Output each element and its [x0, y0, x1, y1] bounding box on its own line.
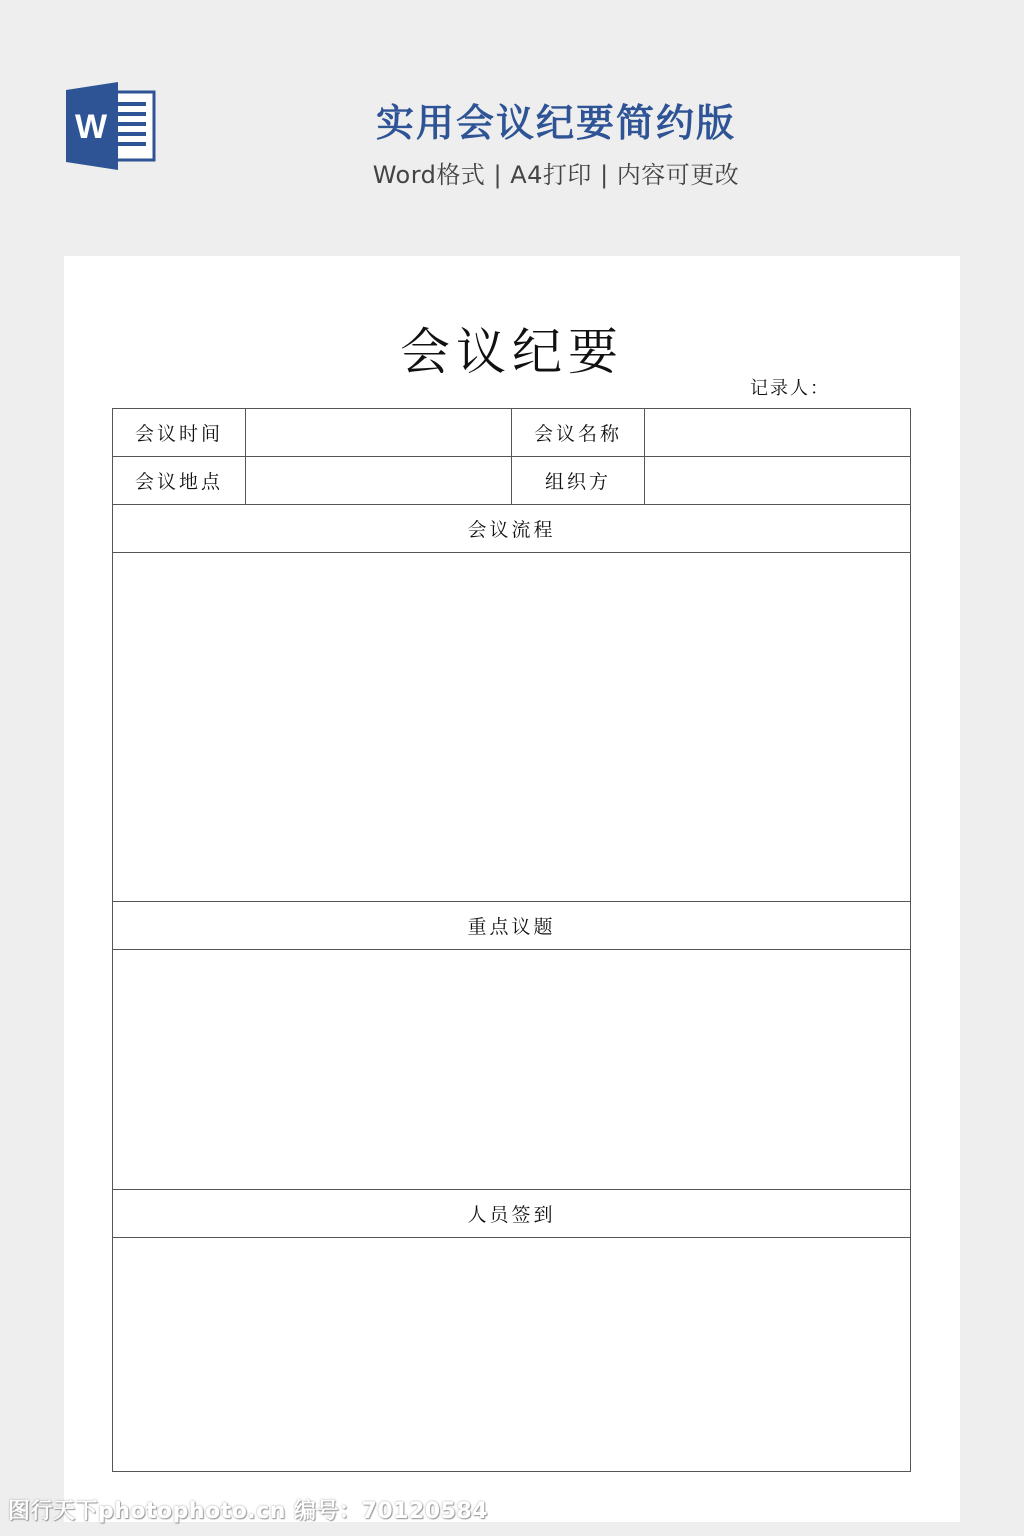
attendance-section-header: 人员签到	[113, 1190, 911, 1238]
meeting-minutes-form	[112, 408, 911, 1472]
banner-title: 实用会议纪要简约版	[375, 101, 736, 145]
process-content-area[interactable]	[113, 553, 911, 902]
topics-section-header: 重点议题	[113, 902, 911, 950]
attendance-content-area[interactable]	[113, 1238, 911, 1472]
word-document-icon	[64, 82, 156, 170]
topics-content-area[interactable]	[113, 950, 911, 1190]
meeting-time-field[interactable]	[246, 409, 512, 457]
header-banner	[0, 0, 1024, 256]
document-title: 会议纪要	[400, 323, 624, 381]
process-section-header: 会议流程	[113, 505, 911, 553]
meeting-time-label: 会议时间	[113, 409, 246, 457]
banner-subtitle: Word格式 | A4打印 | 内容可更改	[372, 161, 740, 189]
document-page	[64, 256, 960, 1522]
meeting-name-field[interactable]	[645, 409, 911, 457]
watermark: 图行天下photophoto.cn 编号：70120584	[8, 1499, 488, 1524]
meeting-location-label: 会议地点	[113, 457, 246, 505]
recorder-label: 记录人：	[750, 378, 830, 399]
svg-text:W: W	[74, 108, 108, 146]
organizer-field[interactable]	[645, 457, 911, 505]
meeting-location-field[interactable]	[246, 457, 512, 505]
meeting-name-label: 会议名称	[512, 409, 645, 457]
organizer-label: 组织方	[512, 457, 645, 505]
